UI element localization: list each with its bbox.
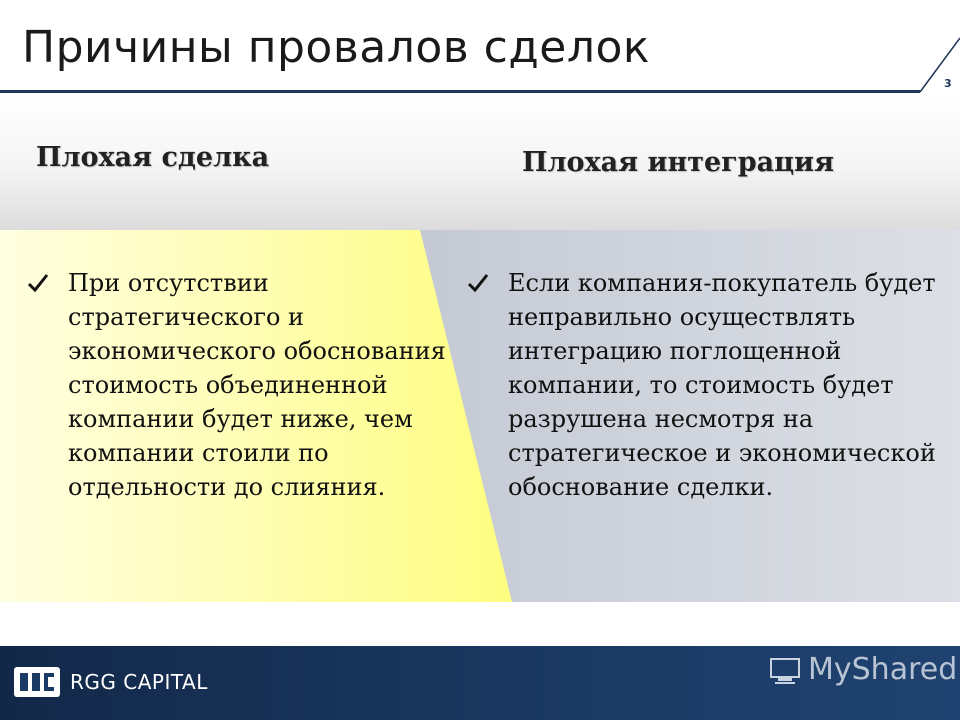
bullet-bad-deal: [26, 266, 446, 504]
myshared-icon: [768, 654, 802, 688]
column-heading-bad-integration: Плохая интеграция: [522, 147, 835, 178]
watermark-text: MyShared: [808, 652, 958, 687]
page-number: 3: [944, 77, 952, 90]
check-icon: [26, 271, 50, 295]
column-heading-bad-deal: Плохая сделка: [36, 142, 270, 173]
check-icon: [466, 271, 490, 295]
bullet-bad-integration: [466, 266, 936, 504]
footer-bar: [0, 646, 960, 720]
slide-title: Причины провалов сделок: [22, 22, 650, 73]
panel-bottom-fade: [0, 602, 960, 646]
brand-name: RGG CAPITAL: [70, 670, 208, 694]
bullet-text-bad-deal: При отсутствии стратегического и экономического обоснования стоимость объединенной компании будет ниже, чем компании стоили по отдельности до слияния.: [68, 269, 446, 501]
rgg-logo-icon: [14, 667, 60, 697]
bullet-text-bad-integration: Если компания-покупатель будет неправильно осуществлять интеграцию поглощенной компании, то стоимость будет разрушена несмотря на стратегическое и экономической обоснование сделки.: [508, 269, 936, 501]
